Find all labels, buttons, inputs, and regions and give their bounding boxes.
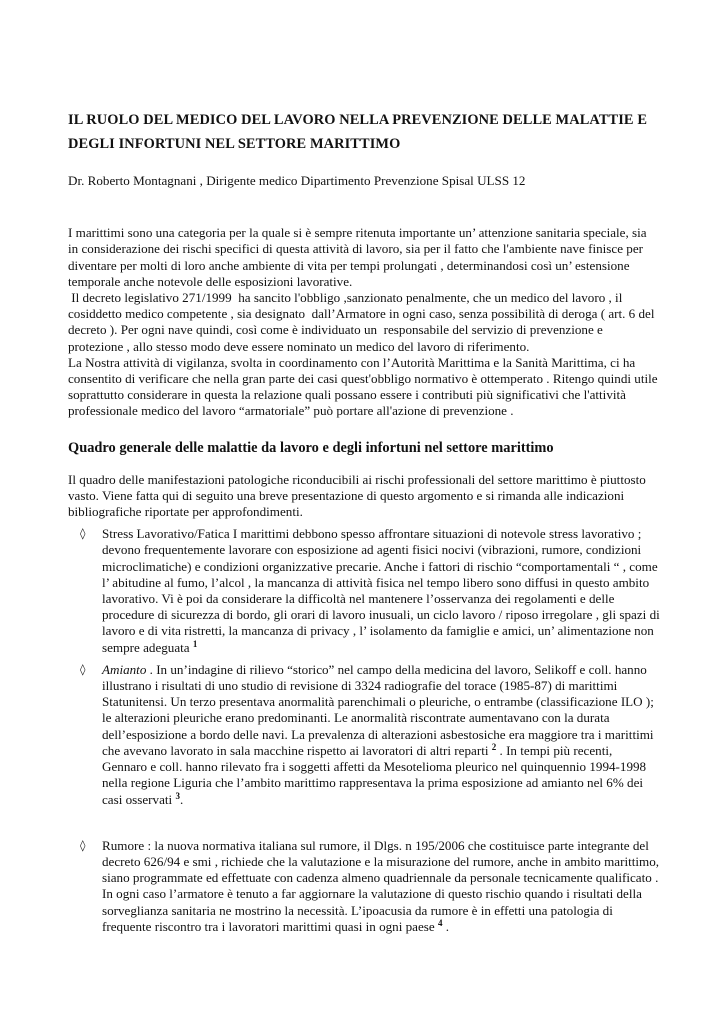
footnote-ref: 3 xyxy=(175,790,180,801)
author-line: Dr. Roberto Montagnani , Dirigente medico Dipartimento Prevenzione Spisal ULSS 12 xyxy=(68,173,526,188)
list-item-text: Stress Lavorativo/Fatica I marittimi debbono spesso affrontare situazioni di notevole stress lavorativo ; devono frequentemente lavorare con esposizione ad agenti fisici nocivi (vibrazioni, rumore, condizioni microclimatiche) e condizioni organizzative precarie. Anche i fattori di rischio “comportamentali “ , come l’ abitudine al fumo, l’alcol , la mancanza di attività fisica nel tempo libero sono diffusi in questo ambito lavorativo. Vi è poi da considerare la difficoltà nel mantenere l’osservanza dei regolamenti e delle procedure di sicurezza di bordo, gli orari di lavoro inusuali, un ciclo lavoro / riposo irregolare , gli spazi di lavoro e di vita ristretti, la mancanza di privacy , l’ isolamento da famiglie e amici, un’ alimentazione non sempre adeguata xyxy=(102,526,660,655)
list-item-lead: Amianto xyxy=(102,661,147,677)
list-item-tail: . xyxy=(179,791,184,807)
list-item-amianto xyxy=(68,662,660,808)
diamond-bullet-icon: ◊ xyxy=(80,662,86,676)
list-item-rumore xyxy=(68,838,660,935)
footnote-ref: 2 xyxy=(491,741,497,752)
diamond-bullet-icon: ◊ xyxy=(80,838,86,852)
list-item-tail: . xyxy=(442,918,450,934)
intro-paragraph: I marittimi sono una categoria per la quale si è sempre ritenuta importante un’ attenzione sanitaria speciale, sia in considerazione dei rischi specifici di questa attività di lavoro, sia per il fatto che l'ambiente nave finisce per diventare per molti di loro anche ambiente di vita per tempi prolungati , determinandosi così un’ estensione temporale anche notevole delle esposizioni lavorative. xyxy=(68,225,647,289)
list-item-text: . In un’indagine di rilievo “storico” nel campo della medicina del lavoro, Selikoff e coll. hanno illustrano i risultati di uno studio di revisione di 3324 radiografie del torace (1985-87) di marittimi Statunitensi. Un terzo presentava anormalità parenchimali o pleuriche, o entrambe (classificazione ILO ); le alterazioni pleuriche erano predominanti. Le anormalità riscontrate aumentavano con la durata dell’esposizione a bordo delle navi. La prevalenza di alterazioni asbestosiche era maggiore tra i marittimi che avevano lavorato in sala macchine rispetto ai lavoratori di altri reparti xyxy=(102,661,654,758)
list-item-text: . In tempi più recenti, Gennaro e coll. hanno rilevato fra i soggetti affetti da Mesotelioma pleurico nel quinquennio 1994-1998 nella regione Liguria che l’ambito marittimo rappresentava la prima esposizione ad amianto nel 6% dei casi osservati xyxy=(102,742,647,807)
bullet-list xyxy=(68,526,660,935)
intro-paragraph: Il decreto legislativo 271/1999 ha sancito l'obbligo ,sanzionato penalmente, che un medico del lavoro , il cosiddetto medico competente , sia designato dall’Armatore in ogni caso, senza possibilità di deroga ( art. 6 del decreto ). Per ogni nave quindi, così come è individuato un responsabile del servizio di prevenzione e protezione , allo stesso modo deve essere nominato un medico del lavoro di riferimento. xyxy=(68,290,658,354)
intro-paragraph: La Nostra attività di vigilanza, svolta in coordinamento con l’Autorità Marittima e la Sanità Marittima, ci ha consentito di verificare che nella gran parte dei casi quest'obbligo normativo è ottemperato . Ritengo quindi utile soprattutto considerare in questa la relazione quali possano essere i contributi più significativi che l'attività professionale medico del lavoro “armatoriale” può portare all'azione di prevenzione . xyxy=(68,354,658,419)
footnote-ref: 4 xyxy=(437,917,443,928)
document-page xyxy=(68,108,660,935)
diamond-bullet-icon: ◊ xyxy=(80,527,86,541)
section-intro: Il quadro delle manifestazioni patologiche riconducibili ai rischi professionali del settore marittimo è piuttosto vasto. Viene fatta qui di seguito una breve presentazione di questo argomento e si rimanda alle indicazioni bibliografiche riportate per approfondimenti. xyxy=(68,471,646,520)
intro-section xyxy=(68,225,660,419)
document-title: IL RUOLO DEL MEDICO DEL LAVORO NELLA PREVENZIONE DELLE MALATTIE E DEGLI INFORTUNI NEL SETTORE MARITTIMO xyxy=(68,112,648,152)
list-item-stress xyxy=(68,526,660,656)
footnote-ref: 1 xyxy=(192,638,198,649)
list-item-text: Rumore : la nuova normativa italiana sul rumore, il Dlgs. n 195/2006 che costituisce parte integrante del decreto 626/94 e smi , richiede che la valutazione e la misurazione del rumore, anche in ambito marittimo, siano programmate ed effettuate con cadenza almeno quadriennale da personale tecnicamente qualificato . In ogni caso l’armatore è tenuto a far aggiornare la valutazione di questo rischio quando i risultati della sorveglianza sanitaria ne mostrino la necessità. L’ipoacusia da rumore è in effetti una patologia di frequente riscontro tra i lavoratori marittimi quasi in ogni paese xyxy=(102,837,660,934)
section-heading: Quadro generale delle malattie da lavoro e degli infortuni nel settore marittimo xyxy=(68,439,554,456)
